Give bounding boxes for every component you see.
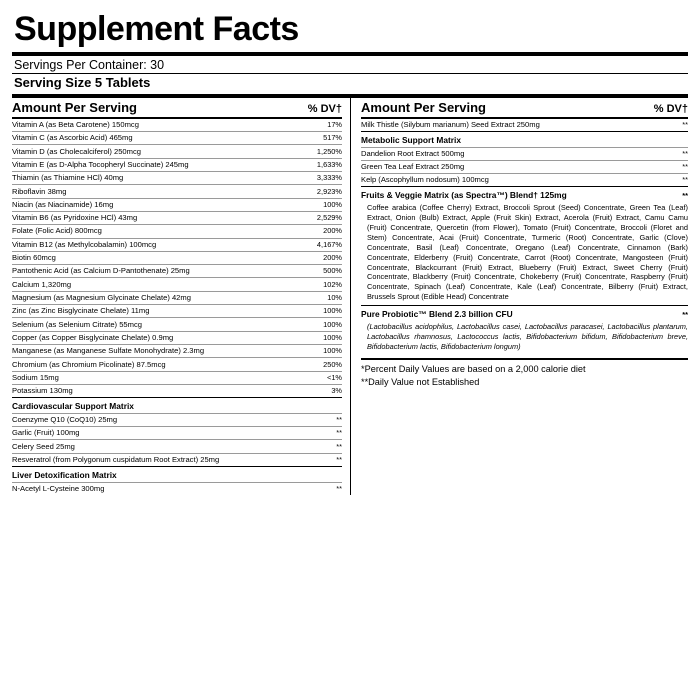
footnotes [361, 358, 688, 388]
blend-title: Pure Probiotic™ Blend 2.3 billion CFU [361, 308, 513, 319]
page-title: Supplement Facts [14, 10, 299, 48]
nutrient-dv: 100% [323, 346, 342, 356]
nutrient-dv: ** [336, 483, 342, 493]
section-liver-detoxification-matrix: Liver Detoxification Matrix [12, 466, 342, 483]
nutrient-name: Milk Thistle (Silybum marianum) Seed Extract 250mg [361, 119, 540, 129]
nutrient-name: Vitamin A (as Beta Carotene) 150mcg [12, 119, 139, 129]
table-row [12, 119, 342, 132]
nutrient-name: Riboflavin 38mg [12, 186, 67, 196]
liver-rows [12, 483, 342, 495]
nutrient-name: Coenzyme Q10 (CoQ10) 25mg [12, 415, 118, 425]
table-row [361, 161, 688, 174]
table-row [12, 414, 342, 427]
nutrient-dv: 1,250% [316, 146, 342, 156]
table-row [12, 372, 342, 385]
table-row [12, 292, 342, 305]
nutrient-name: Vitamin B6 (as Pyridoxine HCl) 43mg [12, 213, 138, 223]
nutrient-name: Sodium 15mg [12, 372, 59, 382]
nutrient-dv: <1% [327, 372, 342, 382]
nutrient-dv: 100% [323, 332, 342, 342]
table-row [361, 148, 688, 161]
nutrient-dv: 2,529% [316, 213, 342, 223]
table-row [12, 427, 342, 440]
left-column [12, 98, 350, 495]
nutrient-dv: ** [336, 415, 342, 425]
footnote-daily-values: *Percent Daily Values are based on a 2,000 calorie diet [361, 364, 586, 375]
footnote-dv-not-established: **Daily Value not Established [361, 376, 480, 387]
nutrient-dv: ** [336, 428, 342, 438]
nutrient-dv: ** [682, 119, 688, 129]
pure-probiotic-blend-ingredients: (Lactobacillus acidophilus, Lactobacillus casei, Lactobacillus paracasei, Lactobacillus plantarum, Lactobacillus rhamnosus, Lactococcus lactis, Bifidobacterium bifidum, Bifidobacterium breve, Bifidobacterium lactis, Bifidobacterium longum) [367, 321, 688, 351]
table-row [12, 225, 342, 238]
nutrient-dv: 3,333% [316, 173, 342, 183]
nutrient-name: Calcium 1,320mg [12, 279, 72, 289]
cardio-rows [12, 414, 342, 466]
right-column [350, 98, 688, 495]
nutrient-name: Selenium (as Selenium Citrate) 55mcg [12, 319, 142, 329]
table-row [12, 159, 342, 172]
nutrient-dv: 102% [323, 279, 342, 289]
table-row [361, 119, 688, 131]
table-row [12, 252, 342, 265]
facts-columns [12, 98, 688, 495]
nutrient-name: Kelp (Ascophyllum nodosum) 100mcg [361, 175, 489, 185]
nutrient-name: Thiamin (as Thiamine HCl) 40mg [12, 173, 124, 183]
left-column-header [12, 98, 342, 117]
right-top-rows [361, 119, 688, 131]
nutrient-dv: 250% [323, 359, 342, 369]
table-row [12, 483, 342, 495]
nutrient-name: Garlic (Fruit) 100mg [12, 428, 80, 438]
table-row [12, 318, 342, 331]
table-row [12, 385, 342, 397]
nutrient-name: Dandelion Root Extract 500mg [361, 148, 465, 158]
nutrient-name: Zinc (as Zinc Bisglycinate Chelate) 11mg [12, 306, 150, 316]
left-nutrient-rows [12, 119, 342, 398]
nutrient-dv: 17% [327, 119, 342, 129]
nutrient-name: Folate (Folic Acid) 800mcg [12, 226, 102, 236]
nutrient-dv: 4,167% [316, 239, 342, 249]
servings-per-container: Servings Per Container: 30 [14, 57, 165, 72]
table-row [12, 278, 342, 291]
table-row [12, 358, 342, 371]
nutrient-dv: 100% [323, 199, 342, 209]
nutrient-dv: 200% [323, 253, 342, 263]
nutrient-dv: 2,923% [316, 186, 342, 196]
nutrient-name: Copper (as Copper Bisglycinate Chelate) 0.9mg [12, 332, 174, 342]
amount-per-serving-label: Amount Per Serving [12, 99, 137, 115]
table-row [12, 440, 342, 453]
table-row [12, 239, 342, 252]
table-row [12, 145, 342, 158]
nutrient-dv: 1,633% [316, 159, 342, 169]
table-row [12, 305, 342, 318]
table-row [12, 132, 342, 145]
table-row [12, 345, 342, 358]
nutrient-name: Pantothenic Acid (as Calcium D-Pantothenate) 25mg [12, 266, 190, 276]
right-column-header [361, 98, 688, 117]
blend-dv: ** [682, 309, 688, 319]
serving-size: Serving Size 5 Tablets [14, 74, 151, 90]
nutrient-name: Celery Seed 25mg [12, 441, 75, 451]
nutrient-dv: 3% [331, 386, 342, 396]
nutrient-dv: ** [682, 175, 688, 185]
nutrient-name: Vitamin D (as Cholecalciferol) 250mcg [12, 146, 142, 156]
pure-probiotic-blend-header [361, 305, 688, 321]
nutrient-dv: 100% [323, 319, 342, 329]
table-row [361, 174, 688, 186]
dv-label: % DV† [653, 102, 688, 115]
nutrient-name: Potassium 130mg [12, 386, 73, 396]
fruits-veggie-blend-ingredients: Coffee arabica (Coffee Cherry) Extract, Broccoli Sprout (Seed) Concentrate, Green Tea (Leaf) Extract, Onion (Bulb) Extract, Apple (Fruit Skin) Extract, Acerola (Fruit) Extract, Camu Camu (Fruit) Concentrate, Quercetin (from Flower), Tomato (Fruit) Concentrate, Broccoli (Floret and Stem) Concentrate, Acai (Fruit) Concentrate, Turmeric (Root) Concentrate, Garlic (Clove) Concentrate, Basil (Leaf) Concentrate, Oregano (Leaf) Concentrate, Cinnamon (Bark) Concentrate, Elderberry (Fruit) Concentrate, Carrot (Root) Concentrate, Mangosteen (Fruit) Concentrate, Blackcurrant (Fruit) Extract, Blueberry (Fruit) Extract, Sweet Cherry (Fruit) Concentrate, Blackberry (Fruit) Concentrate, Chokeberry (Fruit) Concentrate, Raspberry (Fruit) Concentrate, Spinach (Leaf) Concentrate, Kale (Leaf) Concentrate, Bilberry (Fruit) Extract, Brussels Sprout (Edible Head) Concentrate [367, 203, 688, 302]
nutrient-dv: ** [336, 454, 342, 464]
nutrient-dv: 500% [323, 266, 342, 276]
nutrient-dv: 100% [323, 306, 342, 316]
nutrient-name: N-Acetyl L-Cysteine 300mg [12, 483, 105, 493]
nutrient-name: Green Tea Leaf Extract 250mg [361, 162, 465, 172]
nutrient-dv: ** [682, 162, 688, 172]
nutrient-dv: ** [336, 441, 342, 451]
nutrient-dv: ** [682, 148, 688, 158]
table-row [12, 185, 342, 198]
nutrient-dv: 200% [323, 226, 342, 236]
nutrient-name: Vitamin E (as D-Alpha Tocopheryl Succinate) 245mg [12, 159, 189, 169]
dv-label: % DV† [307, 102, 342, 115]
amount-per-serving-label: Amount Per Serving [361, 99, 486, 115]
metabolic-rows [361, 148, 688, 187]
section-cardiovascular-support-matrix: Cardiovascular Support Matrix [12, 397, 342, 414]
table-row [12, 212, 342, 225]
nutrient-name: Niacin (as Niacinamide) 16mg [12, 199, 114, 209]
table-row [12, 172, 342, 185]
nutrient-name: Magnesium (as Magnesium Glycinate Chelate) 42mg [12, 293, 191, 303]
nutrient-dv: 10% [327, 293, 342, 303]
table-row [12, 332, 342, 345]
nutrient-dv: 517% [323, 133, 342, 143]
nutrient-name: Vitamin C (as Ascorbic Acid) 465mg [12, 133, 133, 143]
section-metabolic-support-matrix: Metabolic Support Matrix [361, 131, 688, 148]
fruits-veggie-blend-header [361, 186, 688, 202]
nutrient-name: Biotin 60mcg [12, 253, 56, 263]
blend-dv: ** [682, 191, 688, 201]
nutrient-name: Chromium (as Chromium Picolinate) 87.5mcg [12, 359, 166, 369]
nutrient-name: Manganese (as Manganese Sulfate Monohydrate) 2.3mg [12, 346, 205, 356]
nutrient-name: Vitamin B12 (as Methylcobalamin) 100mcg [12, 239, 157, 249]
blend-title: Fruits & Veggie Matrix (as Spectra™) Blend† 125mg [361, 190, 567, 201]
table-row [12, 454, 342, 466]
nutrient-name: Resveratrol (from Polygonum cuspidatum Root Extract) 25mg [12, 454, 220, 464]
table-row [12, 199, 342, 212]
table-row [12, 265, 342, 278]
